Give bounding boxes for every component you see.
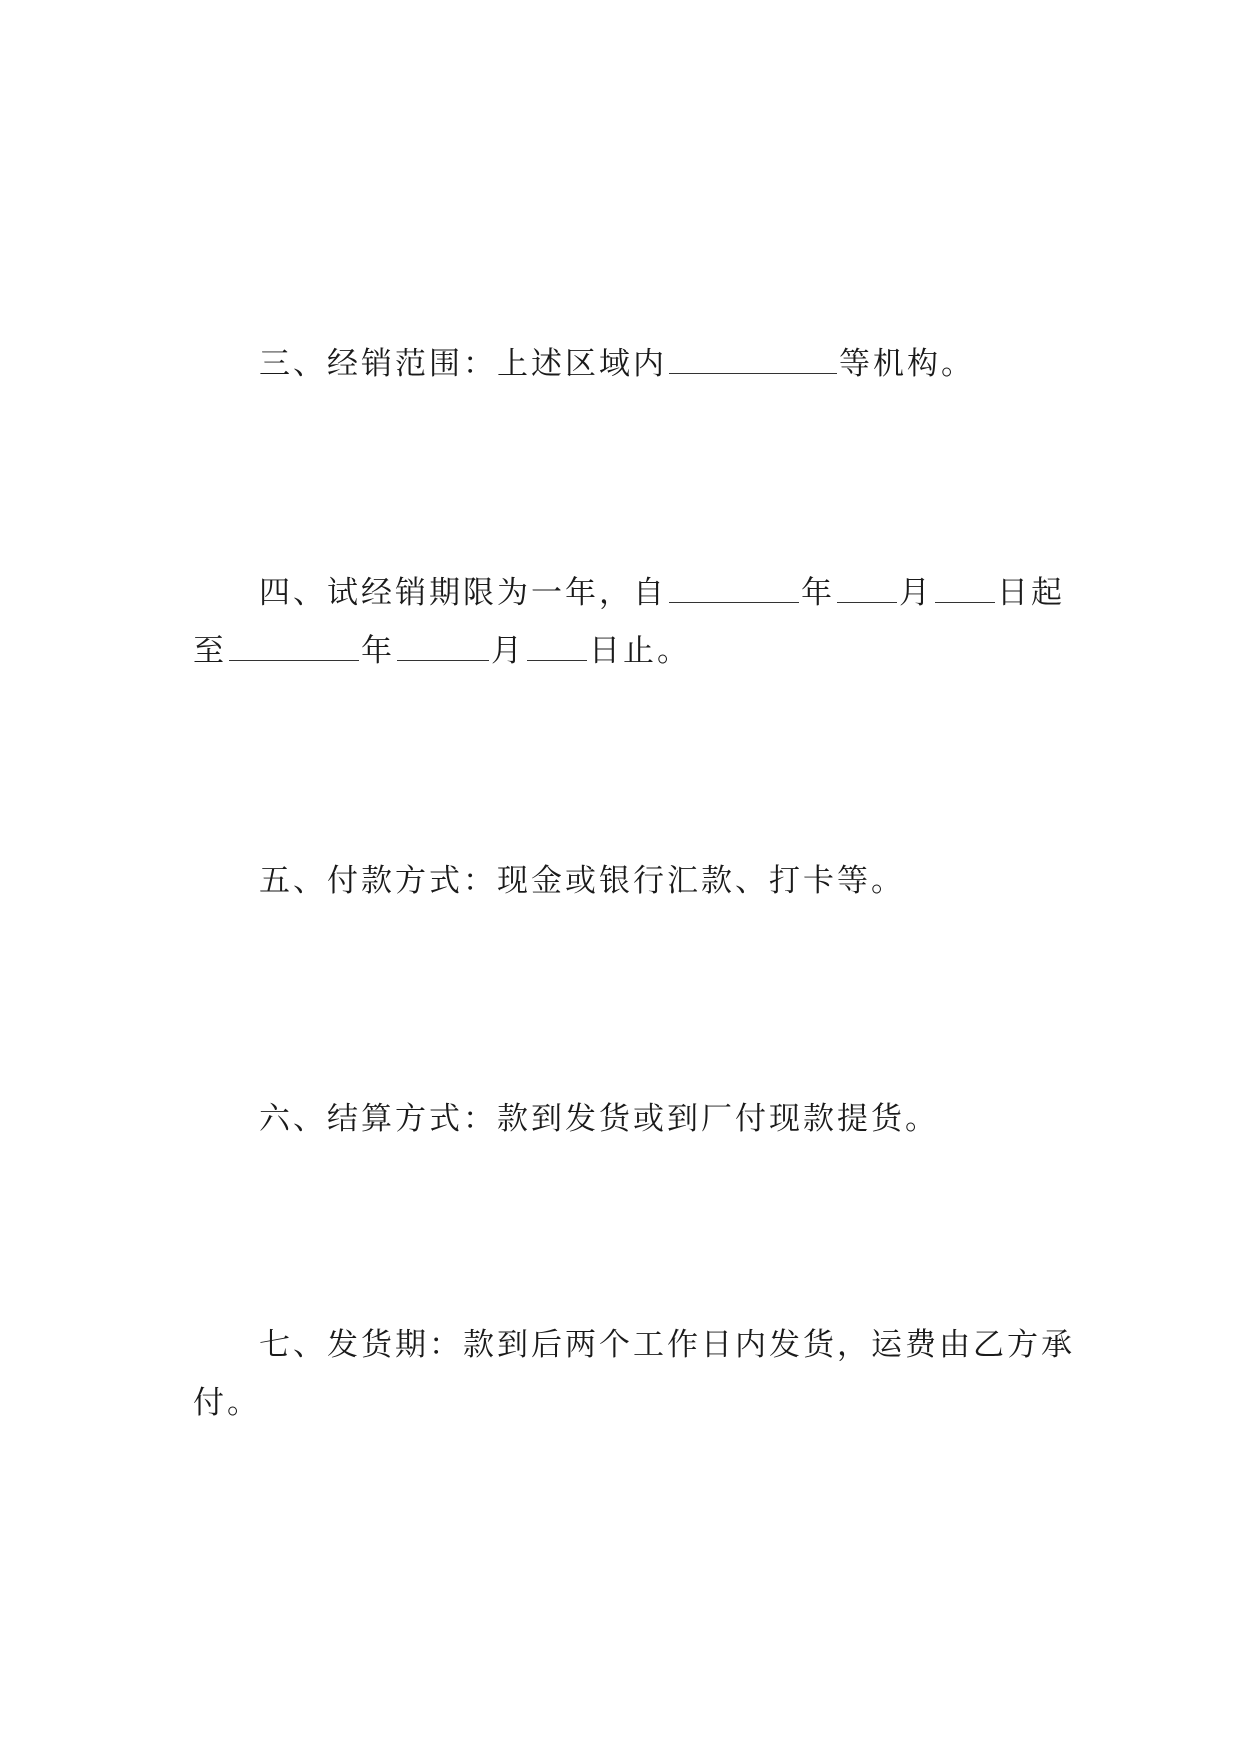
- clause-scope-suffix: 等机构。: [839, 346, 975, 382]
- clause-delivery: [193, 1316, 1075, 1432]
- term-end-day: 日止。: [589, 633, 691, 669]
- clause-term-line-2: [193, 622, 1053, 680]
- term-start-month: 月: [899, 575, 933, 611]
- end-month-blank: [397, 630, 489, 661]
- term-end-month: 月: [491, 633, 525, 669]
- clause-scope-line: [193, 335, 1053, 393]
- clause-scope: [193, 335, 1053, 393]
- term-start-day: 日起: [997, 575, 1065, 611]
- clause-term-line-1: [193, 564, 1065, 622]
- start-day-blank: [935, 572, 995, 603]
- clause-settlement-text: 六、结算方式：款到发货或到厂付现款提货。: [259, 1101, 939, 1137]
- clause-settlement: [193, 1090, 1053, 1148]
- term-start-year: 年: [801, 575, 835, 611]
- end-day-blank: [527, 630, 587, 661]
- term-end-year: 年: [361, 633, 395, 669]
- clause-delivery-line-1: 七、发货期：款到后两个工作日内发货，运费由乙方承: [259, 1327, 1075, 1363]
- scope-blank: [669, 343, 837, 374]
- clause-scope-prefix: 三、经销范围：上述区域内: [259, 346, 667, 382]
- term-end-prefix: 至: [193, 633, 227, 669]
- term-start-prefix: 四、试经销期限为一年，自: [259, 575, 667, 611]
- clause-delivery-line-2: 付。: [193, 1385, 261, 1421]
- start-year-blank: [669, 572, 799, 603]
- clause-term: [193, 564, 1065, 680]
- clause-payment-text: 五、付款方式：现金或银行汇款、打卡等。: [259, 863, 905, 899]
- start-month-blank: [837, 572, 897, 603]
- end-year-blank: [229, 630, 359, 661]
- clause-payment: [193, 852, 1053, 910]
